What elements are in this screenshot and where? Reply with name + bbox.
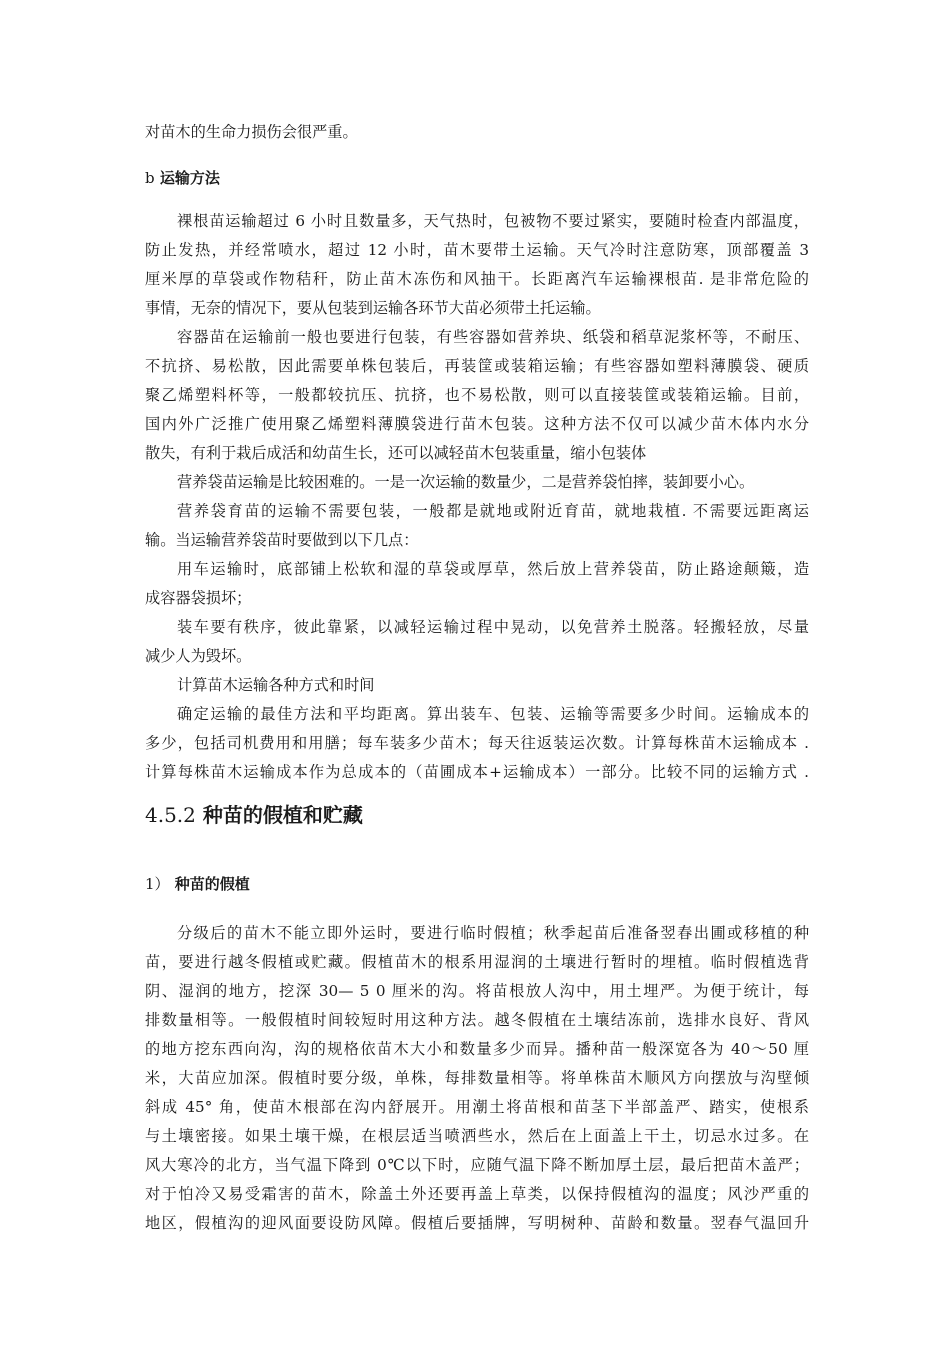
section-heading-b [145,167,220,189]
text-line: 分级后的苗木不能立即外运时，要进行临时假植；秋季起苗后准备翌春出圃或移植的种 [177,924,809,942]
heading-title: 运输方法 [159,169,220,187]
text-line: 计算苗木运输各种方式和时间 [177,676,375,694]
heading-title: 种苗的假植 [174,875,250,893]
text-line: 减少人为毁坏。 [145,647,252,665]
text-line: 对苗木的生命力损伤会很严重。 [145,123,358,141]
text-line: 国内外广泛推广使用聚乙烯塑料薄膜袋进行苗木包装。这种方法不仅可以减少苗木体内水分 [145,415,809,433]
text-line: 聚乙烯塑料杯等，一般都较抗压、抗挤，也不易松散，则可以直接装筐或装箱运输。目前， [145,386,809,404]
text-line: 防止发热，并经常喷水，超过 12 小时，苗木要带土运输。天气冷时注意防寒，顶部覆盖 3 [145,241,809,259]
text-line: 斜成 45° 角，使苗木根部在沟内舒展开。用潮土将苗根和苗茎下半部盖严、踏实，使根系 [145,1098,809,1116]
text-line: 地区，假植沟的迎风面要设防风障。假植后要插牌，写明树种、苗龄和数量。翌春气温回升 [145,1214,809,1232]
text-line: 米，大苗应加深。假植时要分级，单株，每排数量相等。将单株苗木顺风方向摆放与沟壁倾 [145,1069,809,1087]
heading-title: 种苗的假植和贮藏 [202,803,363,827]
text-line: 输。当运输营养袋苗时要做到以下几点： [145,531,419,549]
text-line: 容器苗在运输前一般也要进行包装，有些容器如营养块、纸袋和稻草泥浆杯等，不耐压、 [177,328,809,346]
text-line: 事情，无奈的情况下，要从包装到运输各环节大苗必须带土托运输。 [145,299,601,317]
text-line: 厘米厚的草袋或作物秸秆，防止苗木冻伤和风抽干。长距离汽车运输裸根苗. 是非常危险的 [145,270,809,288]
text-line: 用车运输时，底部铺上松软和湿的草袋或厚草，然后放上营养袋苗，防止路途颠簸，造 [177,560,809,578]
text-line: 不抗挤、易松散，因此需要单株包装后，再装筐或装箱运输；有些容器如塑料薄膜袋、硬质 [145,357,809,375]
text-line: 装车要有秩序，彼此靠紧，以减轻运输过程中晃动，以免营养土脱落。轻搬轻放，尽量 [177,618,809,636]
text-line: 与土壤密接。如果土壤干燥，在根层适当喷洒些水，然后在上面盖上干土，切忌水过多。在 [145,1127,809,1145]
text-line: 阴、湿润的地方，挖深 30— 5 0 厘米的沟。将苗根放人沟中，用土埋严。为便于统计，每 [145,982,809,1000]
text-line: 营养袋苗运输是比较困难的。一是一次运输的数量少，二是营养袋怕摔，装卸要小心。 [177,473,755,491]
text-line: 计算每株苗木运输成本作为总成本的（苗圃成本+运输成本）一部分。比较不同的运输方式 . [145,763,809,781]
text-line: 成容器袋损坏； [145,589,252,607]
text-line: 苗，要进行越冬假植或贮藏。假植苗木的根系用湿润的土壤进行暂时的埋植。临时假植选背 [145,953,809,971]
text-line: 多少，包括司机费用和用膳；每车装多少苗木；每天往返装运次数。计算每株苗木运输成本 . [145,734,809,752]
text-line: 风大寒冷的北方，当气温下降到 0℃以下时，应随气温下降不断加厚土层，最后把苗木盖严； [145,1156,809,1174]
text-line: 对于怕冷又易受霜害的苗木，除盖土外还要再盖上草类，以保持假植沟的温度；风沙严重的 [145,1185,809,1203]
subsection-heading-1 [145,873,250,895]
text-line: 散失，有利于栽后成活和幼苗生长，还可以减轻苗木包装重量，缩小包装体 [145,444,647,462]
text-line: 的地方挖东西向沟，沟的规格依苗木大小和数量多少而异。播种苗一般深宽各为 40～50 厘 [145,1040,809,1058]
heading-number: b [145,169,155,187]
text-line: 裸根苗运输超过 6 小时且数量多，天气热时，包被物不要过紧实，要随时检查内部温度， [177,212,809,230]
text-line: 排数量相等。一般假植时间较短时用这种方法。越冬假植在土壤结冻前，选排水良好、背风 [145,1011,809,1029]
text-line: 确定运输的最佳方法和平均距离。算出装车、包装、运输等需要多少时间。运输成本的 [177,705,809,723]
heading-number: 1） [145,875,170,893]
heading-number: 4.5.2 [145,803,196,827]
section-heading-4-5-2 [145,801,363,829]
text-line: 营养袋育苗的运输不需要包装，一般都是就地或附近育苗，就地栽植. 不需要远距离运 [177,502,809,520]
